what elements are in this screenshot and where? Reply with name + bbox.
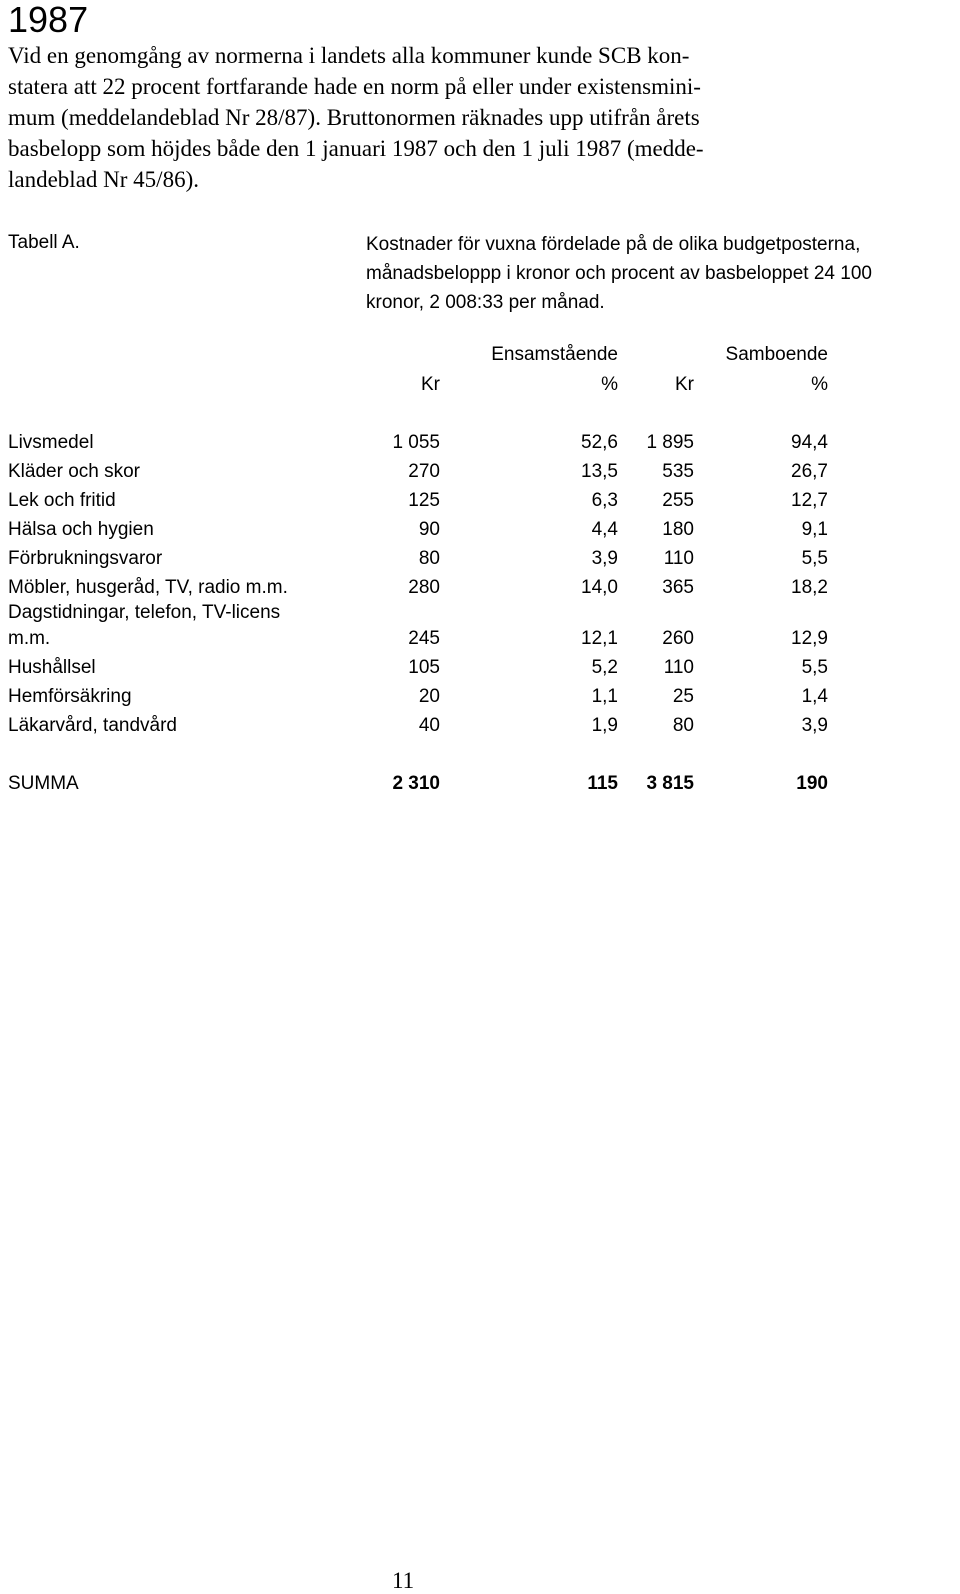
- row-label: Hemförsäkring: [8, 686, 132, 707]
- table-row: [0, 459, 960, 485]
- row-label: Förbrukningsvaror: [8, 548, 163, 569]
- cell-kr-ensam: 40: [418, 715, 440, 736]
- col-header-kr-sambo: Kr: [675, 374, 694, 395]
- col-header-kr-ensam: Kr: [421, 374, 440, 395]
- cell-pct-sambo: 94,4: [791, 432, 828, 453]
- cell-pct-sambo: 5,5: [801, 548, 828, 569]
- cell-kr-ensam: 1 055: [392, 432, 440, 453]
- cell-kr-sambo: 255: [662, 490, 694, 511]
- row-label: Hälsa och hygien: [8, 519, 154, 540]
- cell-kr-sambo: 1 895: [646, 432, 694, 453]
- caption-line: Kostnader för vuxna fördelade på de olika budgetposterna,: [366, 234, 861, 255]
- table-row: [0, 684, 960, 710]
- cell-pct-sambo: 12,7: [791, 490, 828, 511]
- cell-kr-ensam: 20: [418, 686, 440, 707]
- intro-line: Vid en genomgång av normerna i landets alla kommuner kunde SCB kon-: [8, 43, 690, 68]
- total-kr-ensam: 2 310: [392, 773, 440, 794]
- table-row: [0, 575, 960, 601]
- intro-line: mum (meddelandeblad Nr 28/87). Bruttonormen räknades upp utifrån årets: [8, 105, 700, 130]
- table-row: [0, 430, 960, 456]
- table-total-row: [0, 771, 960, 797]
- cell-pct-ensam: 14,0: [581, 577, 618, 598]
- cell-kr-ensam: 105: [408, 657, 440, 678]
- cell-kr-sambo: 180: [662, 519, 694, 540]
- cell-pct-sambo: 3,9: [801, 715, 828, 736]
- table-row: [0, 713, 960, 739]
- intro-line: basbelopp som höjdes både den 1 januari 1987 och den 1 juli 1987 (medde-: [8, 136, 704, 161]
- page-number: 11: [392, 1568, 415, 1593]
- cell-kr-sambo: 25: [672, 686, 694, 707]
- cell-pct-ensam: 52,6: [581, 432, 618, 453]
- cell-pct-ensam: 1,9: [591, 715, 618, 736]
- cell-kr-ensam: 270: [408, 461, 440, 482]
- table-row: [0, 602, 960, 652]
- intro-paragraph: [8, 40, 828, 195]
- row-label: Livsmedel: [8, 432, 94, 453]
- cell-pct-ensam: 5,2: [591, 657, 618, 678]
- cell-kr-sambo: 260: [662, 628, 694, 649]
- cell-pct-ensam: 4,4: [591, 519, 618, 540]
- cell-kr-ensam: 280: [408, 577, 440, 598]
- cell-kr-sambo: 110: [663, 548, 694, 569]
- intro-line: landeblad Nr 45/86).: [8, 167, 199, 192]
- col-header-pct-ensam: %: [601, 374, 618, 395]
- total-kr-sambo: 3 815: [646, 773, 694, 794]
- caption-line: kronor, 2 008:33 per månad.: [366, 292, 605, 313]
- cell-pct-ensam: 1,1: [591, 686, 618, 707]
- group-header-ensamstaende: Ensamstående: [491, 344, 618, 365]
- table-label: Tabell A.: [8, 232, 80, 253]
- group-header-samboende: Samboende: [725, 344, 828, 365]
- cell-pct-sambo: 12,9: [791, 628, 828, 649]
- cell-pct-sambo: 9,1: [801, 519, 828, 540]
- table-caption: [366, 230, 956, 317]
- cell-kr-sambo: 535: [662, 461, 694, 482]
- caption-line: månadsbeloppp i kronor och procent av basbeloppet 24 100: [366, 263, 872, 284]
- cell-pct-ensam: 3,9: [591, 548, 618, 569]
- cell-pct-ensam: 13,5: [581, 461, 618, 482]
- cell-kr-ensam: 245: [408, 628, 440, 649]
- cell-kr-sambo: 80: [672, 715, 694, 736]
- row-label: Läkarvård, tandvård: [8, 715, 177, 736]
- section-year-heading: 1987: [8, 0, 89, 40]
- cell-pct-sambo: 5,5: [801, 657, 828, 678]
- col-header-pct-sambo: %: [811, 374, 828, 395]
- total-pct-ensam: 115: [587, 773, 618, 794]
- row-label: Möbler, husgeråd, TV, radio m.m.: [8, 577, 288, 598]
- cell-pct-sambo: 18,2: [791, 577, 828, 598]
- row-label: Kläder och skor: [8, 461, 141, 482]
- total-label: SUMMA: [8, 773, 79, 794]
- cell-kr-ensam: 90: [418, 519, 440, 540]
- cell-kr-sambo: 110: [663, 657, 694, 678]
- cell-kr-ensam: 125: [408, 490, 440, 511]
- row-label: Lek och fritid: [8, 490, 116, 511]
- cell-kr-sambo: 365: [662, 577, 694, 598]
- table-row: [0, 488, 960, 514]
- table-row: [0, 517, 960, 543]
- row-label: Hushållsel: [8, 657, 96, 678]
- total-pct-sambo: 190: [796, 773, 828, 794]
- row-label: m.m.: [8, 628, 51, 649]
- table-row: [0, 546, 960, 572]
- cell-pct-ensam: 6,3: [591, 490, 618, 511]
- row-label-line1: Dagstidningar, telefon, TV-licens: [8, 602, 281, 623]
- cell-kr-ensam: 80: [418, 548, 440, 569]
- cell-pct-sambo: 26,7: [791, 461, 828, 482]
- cell-pct-sambo: 1,4: [801, 686, 828, 707]
- table-row: [0, 655, 960, 681]
- intro-line: statera att 22 procent fortfarande hade en norm på eller under existensmini-: [8, 74, 701, 99]
- cell-pct-ensam: 12,1: [581, 628, 618, 649]
